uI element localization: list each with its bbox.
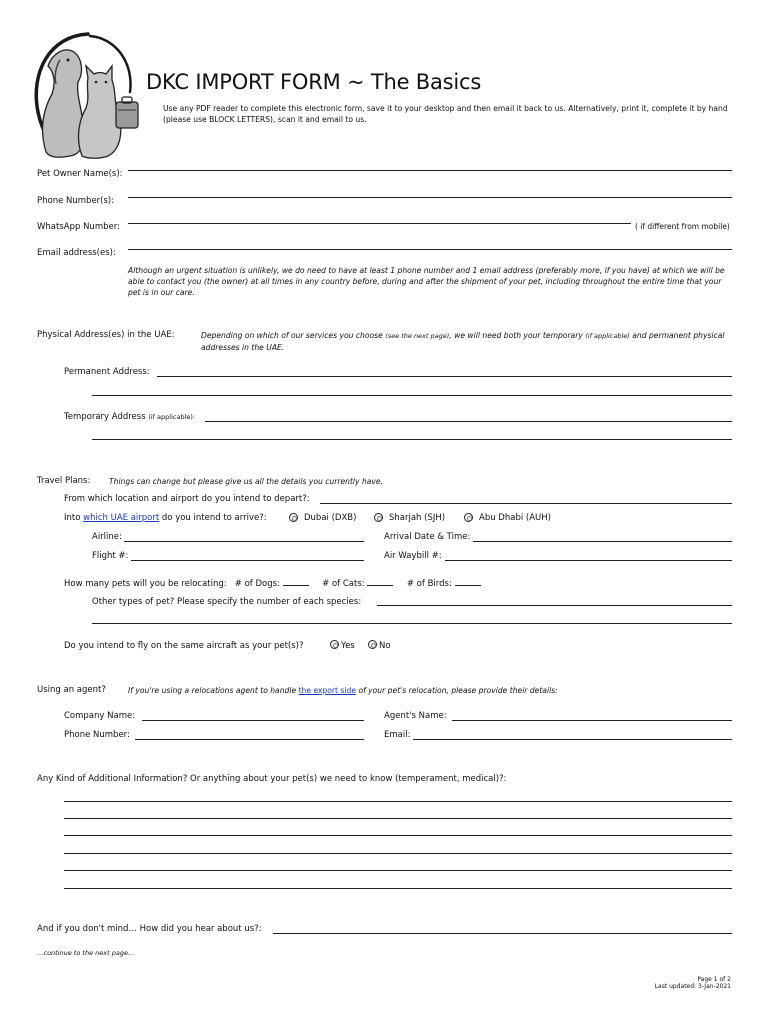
pets-label: How many pets will you be relocating: [64, 579, 227, 589]
waybill-label: Air Waybill #: [384, 551, 442, 561]
agent-note-b: of your pet's relocation, please provide their details: [358, 686, 558, 695]
no-label: No [379, 641, 391, 651]
agent-phone-field[interactable] [135, 739, 364, 740]
dog-and-cat-logo [30, 32, 140, 162]
flight-label: Flight #: [92, 551, 129, 561]
radio-button-icon[interactable] [368, 640, 377, 649]
agent-section-label: Using an agent? [37, 685, 106, 695]
airport-option-sharjah: Sharjah (SJH) [389, 513, 446, 523]
arrive-question [64, 513, 267, 523]
radio-button-icon[interactable] [374, 513, 383, 522]
dogs-label: # of Dogs: [234, 579, 280, 589]
same-aircraft-label: Do you intend to fly on the same aircraft as your pet(s)? [64, 641, 304, 651]
travel-section-note: Things can change but please give us all the details you currently have. [109, 477, 383, 486]
temporary-address-suffix: (if applicable): [148, 413, 196, 421]
page-number: Page 1 of 2 [697, 976, 731, 983]
radio-button-icon[interactable] [464, 513, 473, 522]
whatsapp-field[interactable] [128, 223, 631, 224]
additional-info-line[interactable] [64, 888, 732, 889]
address-note-a: Depending on which of our services you choose [201, 331, 383, 340]
address-note-b: (see the next page) [385, 332, 450, 340]
export-side-link[interactable]: the export side [298, 686, 357, 695]
agent-phone-label: Phone Number: [64, 730, 130, 740]
radio-button-icon[interactable] [330, 640, 339, 649]
email-label: Email address(es): [37, 248, 116, 258]
additional-info-label: Any Kind of Additional Information? Or anything about your pet(s) we need to know (temperament, medical)?: [37, 774, 507, 784]
phone-label: Phone Number(s): [37, 196, 115, 206]
email-field[interactable] [128, 249, 732, 250]
intro-text: Use any PDF reader to complete this electronic form, save it to your desktop and then email it back to us. Alternatively, print it, complete it by hand (please use BLOCK LETTERS), scan it and email to us. [163, 104, 728, 124]
airport-option-abudhabi: Abu Dhabi (AUH) [479, 513, 551, 523]
temporary-address-label [64, 412, 195, 422]
owner-name-field[interactable] [128, 170, 732, 171]
travel-section-label: Travel Plans: [37, 476, 91, 486]
owner-name-label: Pet Owner Name(s): [37, 169, 123, 179]
yes-label: Yes [341, 641, 355, 651]
arrival-label: Arrival Date & Time: [384, 532, 471, 542]
temporary-address-text: Temporary Address [64, 412, 146, 422]
birds-label: # of Birds: [406, 579, 452, 589]
whatsapp-label: WhatsApp Number: [37, 222, 120, 232]
cats-label: # of Cats: [322, 579, 365, 589]
permanent-address-field[interactable] [157, 376, 732, 377]
hear-about-field[interactable] [273, 933, 732, 934]
continue-note: …continue to the next page… [37, 949, 135, 957]
other-pets-field-2[interactable] [92, 623, 732, 624]
agent-email-label: Email: [384, 730, 411, 740]
address-note-c: , we will need both your temporary [449, 331, 583, 340]
hear-about-label: And if you don't mind… How did you hear about us?: [37, 924, 262, 934]
radio-button-icon[interactable] [289, 513, 298, 522]
arrive-prefix: Into [64, 513, 81, 523]
birds-field[interactable] [455, 577, 481, 586]
airline-label: Airline: [92, 532, 122, 542]
depart-label: From which location and airport do you intend to depart?: [64, 494, 310, 504]
additional-info-line[interactable] [64, 801, 732, 802]
agent-note-a: If you're using a relocations agent to handle [128, 686, 297, 695]
waybill-field[interactable] [445, 560, 732, 561]
dogs-field[interactable] [283, 577, 309, 586]
cats-field[interactable] [367, 577, 393, 586]
pets-count-row [64, 577, 481, 589]
uae-airport-link[interactable]: which UAE airport [83, 513, 160, 523]
temporary-address-field[interactable] [205, 421, 732, 422]
form-title: DKC IMPORT FORM ~ The Basics [146, 70, 482, 94]
flight-field[interactable] [131, 560, 364, 561]
other-pets-label: Other types of pet? Please specify the number of each species: [92, 597, 362, 607]
agent-note [128, 685, 558, 696]
contact-note: Although an urgent situation is unlikely, we do need to have at least 1 phone number and 1 email address (preferably more, if you have) at which we will be able to contact you (the owner) at all times in any country before, during and after the shipment of your pet, including throughout the entire time that your pet is in our care. [128, 266, 725, 297]
airline-field[interactable] [124, 541, 364, 542]
phone-field[interactable] [128, 197, 732, 198]
additional-info-line[interactable] [64, 818, 732, 819]
depart-field[interactable] [320, 503, 732, 504]
additional-info-line[interactable] [64, 853, 732, 854]
permanent-address-label: Permanent Address: [64, 367, 150, 377]
additional-info-line[interactable] [64, 835, 732, 836]
arrive-suffix: do you intend to arrive?: [161, 513, 267, 523]
address-note-e: and permanent physical addresses in the UAE. [201, 331, 725, 352]
company-label: Company Name: [64, 711, 136, 721]
other-pets-field[interactable] [377, 605, 732, 606]
address-note [201, 330, 731, 353]
address-section-label: Physical Address(es) in the UAE: [37, 330, 175, 340]
agent-name-label: Agent's Name: [384, 711, 447, 721]
arrival-field[interactable] [473, 541, 732, 542]
whatsapp-note: ( if different from mobile) [635, 222, 730, 231]
agent-name-field[interactable] [452, 720, 732, 721]
airport-option-dubai: Dubai (DXB) [304, 513, 357, 523]
last-updated: Last updated: 3-Jan-2021 [654, 983, 731, 990]
additional-info-line[interactable] [64, 870, 732, 871]
agent-email-field[interactable] [413, 739, 732, 740]
address-note-d: (if applicable) [585, 332, 630, 340]
company-field[interactable] [142, 720, 364, 721]
temporary-address-field-2[interactable] [92, 439, 732, 440]
permanent-address-field-2[interactable] [92, 395, 732, 396]
